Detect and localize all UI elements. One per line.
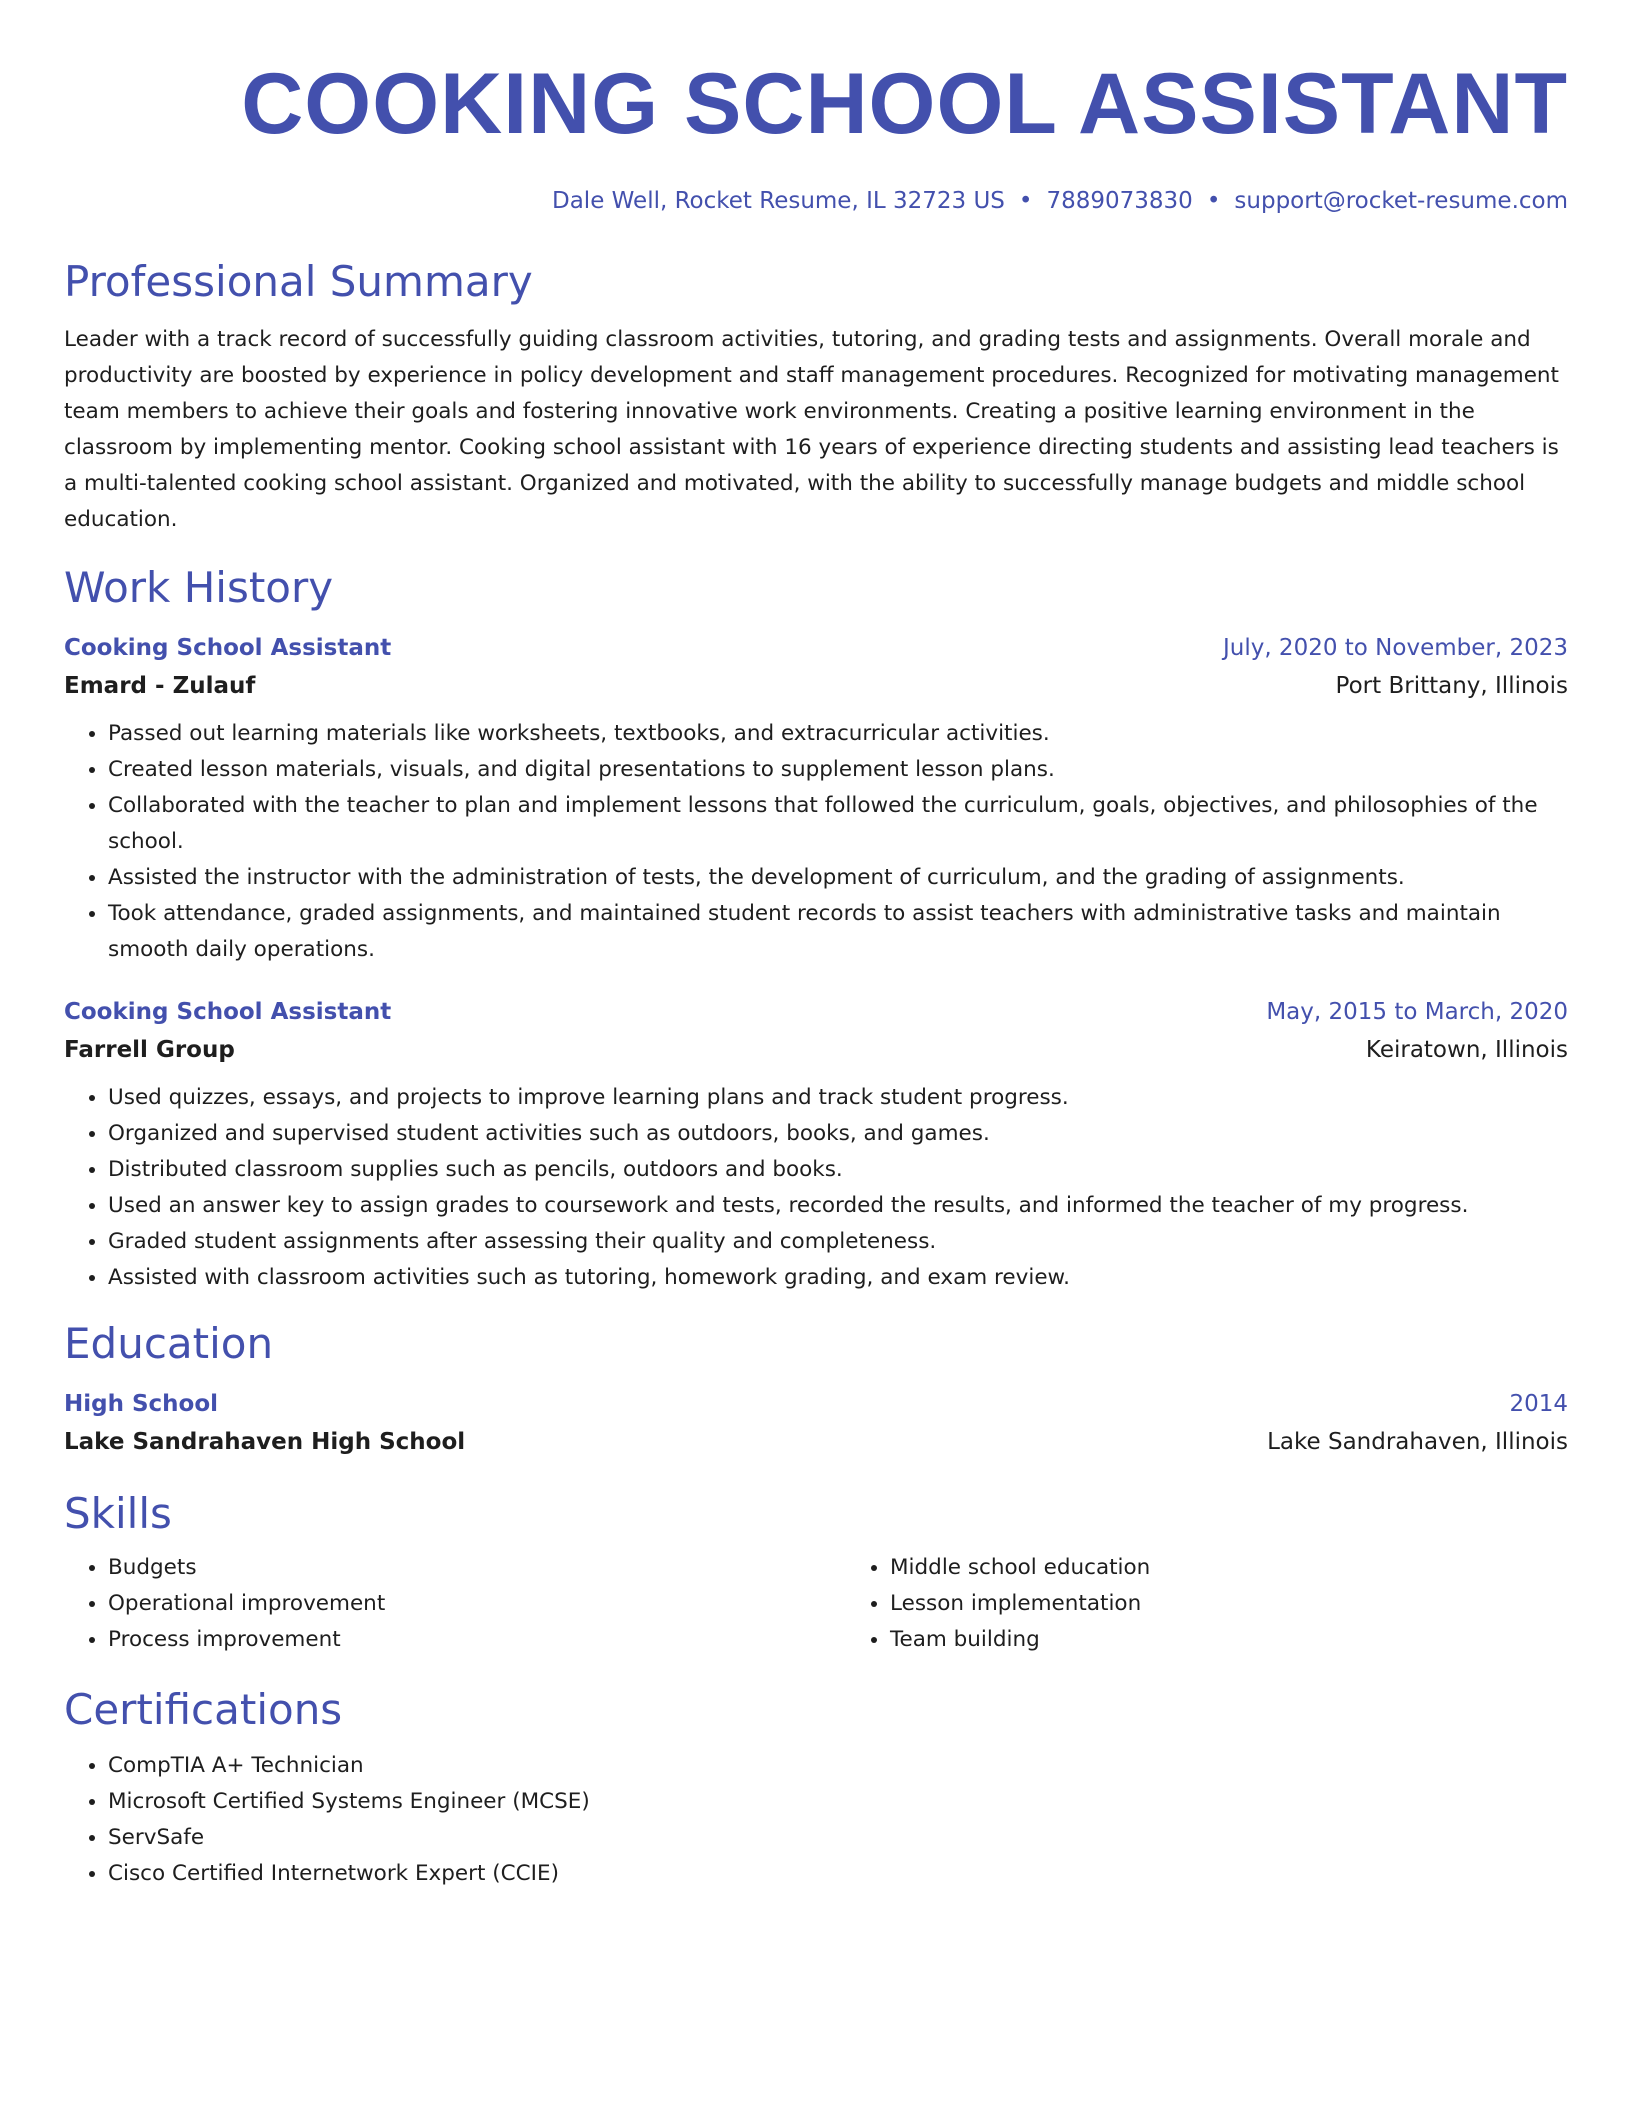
skills-heading: Skills [64, 1489, 172, 1538]
list-item: • ServSafe [108, 1820, 1568, 1856]
contact-separator: • [1206, 188, 1221, 214]
education-degree: High School [64, 1391, 219, 1417]
list-item: • Operational improvement [108, 1586, 846, 1622]
list-item: • Assisted with classroom activities such as tutoring, homework grading, and exam review. [108, 1260, 1568, 1296]
job-company: Emard - Zulauf [64, 673, 256, 699]
contact-email[interactable]: support@rocket-resume.com [1234, 188, 1568, 214]
education-location: Lake Sandrahaven, Illinois [1267, 1429, 1568, 1455]
list-item: • Process improvement [108, 1622, 846, 1658]
skills-list-right [846, 1550, 1568, 1658]
certifications-list [64, 1748, 1568, 1892]
job-location: Port Brittany, Illinois [1335, 673, 1568, 699]
list-item: • Team building [890, 1622, 1568, 1658]
education-school-row [64, 1424, 1568, 1460]
skills-list-left [64, 1550, 846, 1658]
skills-columns [64, 1550, 1568, 1658]
job-title: Cooking School Assistant [64, 635, 392, 661]
list-item: • Lesson implementation [890, 1586, 1568, 1622]
education-header [64, 1388, 1568, 1420]
job-header [64, 996, 1568, 1028]
resume-title: COOKING SCHOOL ASSISTANT [241, 56, 1568, 152]
list-item: • Passed out learning materials like worksheets, textbooks, and extracurricular activities. [108, 716, 1568, 752]
contact-address: Dale Well, Rocket Resume, IL 32723 US [552, 188, 1005, 214]
contact-separator: • [1018, 188, 1033, 214]
job-company-row [64, 668, 1568, 704]
list-item: • Distributed classroom supplies such as pencils, outdoors and books. [108, 1152, 1568, 1188]
job-company-row [64, 1032, 1568, 1068]
education-year: 2014 [1509, 1391, 1568, 1417]
job-header [64, 632, 1568, 664]
education-school: Lake Sandrahaven High School [64, 1429, 466, 1455]
list-item: • Graded student assignments after assessing their quality and completeness. [108, 1224, 1568, 1260]
summary-text: Leader with a track record of successfully guiding classroom activities, tutoring, and grading tests and assignments. Overall morale and productivity are boosted by experience in policy development and staff management procedures. Recognized for motivating management team members to achieve their goals and fostering innovative work environments. Creating a positive learning environment in the classroom by implementing mentor. Cooking school assistant with 16 years of experience directing students and assisting lead teachers is a multi-talented cooking school assistant. Organized and motivated, with the ability to successfully manage budgets and middle school education. [64, 327, 1559, 532]
summary-heading: Professional Summary [64, 257, 533, 306]
job-company: Farrell Group [64, 1037, 235, 1063]
list-item: • Created lesson materials, visuals, and digital presentations to supplement lesson plans. [108, 752, 1568, 788]
list-item: • Cisco Certified Internetwork Expert (CCIE) [108, 1856, 1568, 1892]
list-item: • Budgets [108, 1550, 846, 1586]
job-dates: July, 2020 to November, 2023 [1222, 635, 1568, 661]
list-item: • Organized and supervised student activities such as outdoors, books, and games. [108, 1116, 1568, 1152]
job-bullets [64, 1080, 1568, 1296]
list-item: • Took attendance, graded assignments, and maintained student records to assist teachers with administrative tasks and maintain smooth daily operations. [108, 896, 1568, 968]
list-item: • Microsoft Certified Systems Engineer (MCSE) [108, 1784, 1568, 1820]
education-heading: Education [64, 1319, 274, 1368]
list-item: • CompTIA A+ Technician [108, 1748, 1568, 1784]
job-entry [64, 632, 1568, 968]
list-item: • Used quizzes, essays, and projects to improve learning plans and track student progress. [108, 1080, 1568, 1116]
job-dates: May, 2015 to March, 2020 [1266, 999, 1568, 1025]
list-item: • Used an answer key to assign grades to coursework and tests, recorded the results, and informed the teacher of my progress. [108, 1188, 1568, 1224]
certifications-heading: Certifications [64, 1685, 343, 1734]
contact-phone[interactable]: 7889073830 [1046, 188, 1193, 214]
list-item: • Collaborated with the teacher to plan and implement lessons that followed the curriculum, goals, objectives, and philosophies of the school. [108, 788, 1568, 860]
job-entry [64, 996, 1568, 1296]
job-location: Keiratown, Illinois [1365, 1037, 1568, 1063]
work-history-heading: Work History [64, 563, 334, 612]
job-bullets [64, 716, 1568, 968]
job-title: Cooking School Assistant [64, 999, 392, 1025]
list-item: • Middle school education [890, 1550, 1568, 1586]
education-entry [64, 1388, 1568, 1460]
list-item: • Assisted the instructor with the administration of tests, the development of curriculum, and the grading of assignments. [108, 860, 1568, 896]
contact-line [64, 186, 1568, 216]
